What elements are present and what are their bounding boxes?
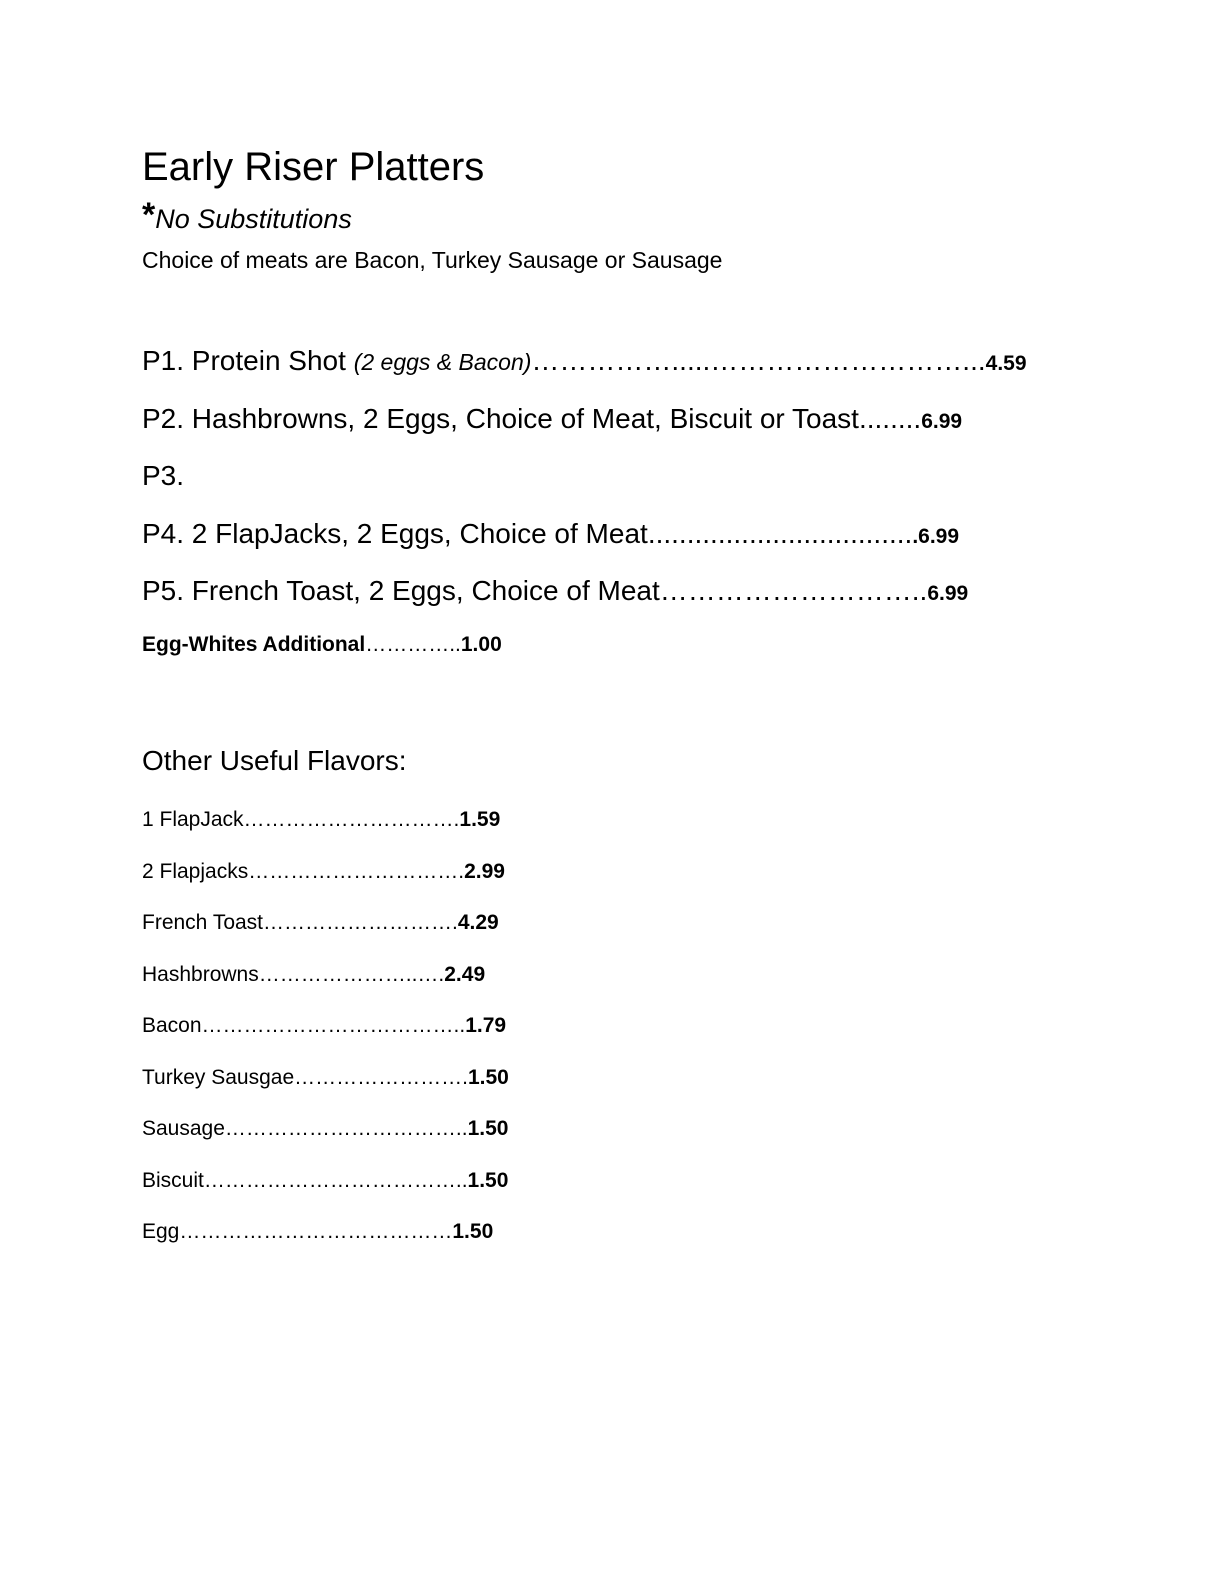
platter-name: P5. French Toast, 2 Eggs, Choice of Meat: [142, 575, 660, 606]
side-price: 2.49: [444, 963, 486, 986]
side-price: 1.59: [459, 808, 501, 831]
platter-price: 6.99: [927, 582, 969, 605]
platter-item: [142, 405, 962, 433]
platter-price: 4.59: [985, 352, 1027, 375]
leader-dots: …………..: [365, 633, 461, 656]
meat-choices-note: Choice of meats are Bacon, Turkey Sausage or Sausage: [142, 247, 723, 273]
platter-name: P1. Protein Shot: [142, 345, 354, 376]
no-substitutions-note: [142, 198, 352, 233]
platter-detail: (2 eggs & Bacon): [353, 349, 532, 375]
leader-dots: …………….....………………………...: [531, 345, 986, 376]
platter-item: [142, 520, 959, 548]
leader-dots: …………………………………: [179, 1220, 453, 1243]
side-name: Biscuit: [142, 1169, 204, 1192]
platter-name: P3.: [142, 460, 185, 491]
side-item: [142, 1118, 508, 1139]
side-item: [142, 861, 505, 882]
platter-price: 6.99: [921, 410, 963, 433]
side-name: 2 Flapjacks: [142, 860, 249, 883]
addon-label: Egg-Whites Additional: [142, 633, 366, 656]
side-name: Sausage: [142, 1117, 225, 1140]
leader-dots: ……………………….: [263, 911, 458, 934]
side-item: [142, 1170, 508, 1191]
side-price: 1.50: [467, 1169, 509, 1192]
asterisk: *: [142, 196, 156, 234]
side-price: 1.50: [467, 1117, 509, 1140]
addon-price: 1.00: [460, 633, 502, 656]
side-name: 1 FlapJack: [142, 808, 244, 831]
side-price: 1.79: [465, 1014, 507, 1037]
leader-dots: ........: [858, 403, 922, 434]
platter-name: P4. 2 FlapJacks, 2 Eggs, Choice of Meat: [142, 518, 648, 549]
side-name: Hashbrowns: [142, 963, 259, 986]
platter-item: [142, 577, 968, 605]
egg-whites-addon: [142, 634, 502, 655]
leader-dots: ………………………….: [248, 860, 465, 883]
leader-dots: ..................................: [647, 518, 913, 549]
side-name: Bacon: [142, 1014, 202, 1037]
side-price: 1.50: [467, 1066, 509, 1089]
side-item: [142, 1221, 493, 1242]
platter-name: P2. Hashbrowns, 2 Eggs, Choice of Meat, Biscuit or Toast: [142, 403, 859, 434]
leader-dots: ………………………………..: [201, 1014, 466, 1037]
side-price: 1.50: [452, 1220, 494, 1243]
side-name: Egg: [142, 1220, 180, 1243]
side-item: [142, 964, 485, 985]
note-text: No Substitutions: [155, 204, 352, 234]
platter-item: [142, 347, 1027, 375]
leader-dots: ……………………………..: [224, 1117, 468, 1140]
side-item: [142, 809, 500, 830]
sides-section-title: Other Useful Flavors:: [142, 745, 407, 776]
leader-dots: ………………………………..: [203, 1169, 468, 1192]
side-name: French Toast: [142, 911, 264, 934]
side-item: [142, 1067, 509, 1088]
leader-dots: …………………..….: [258, 963, 445, 986]
leader-dots: …………………….: [294, 1066, 468, 1089]
leader-dots: ………………………….: [243, 808, 460, 831]
platter-item: [142, 462, 184, 490]
platter-price: .6.99: [912, 525, 960, 548]
side-name: Turkey Sausgae: [142, 1066, 295, 1089]
side-price: 2.99: [464, 860, 505, 883]
side-item: [142, 1015, 506, 1036]
side-item: [142, 912, 499, 933]
leader-dots: ………………………..: [659, 575, 928, 606]
side-price: 4.29: [457, 911, 499, 934]
menu-title: Early Riser Platters: [142, 145, 485, 189]
